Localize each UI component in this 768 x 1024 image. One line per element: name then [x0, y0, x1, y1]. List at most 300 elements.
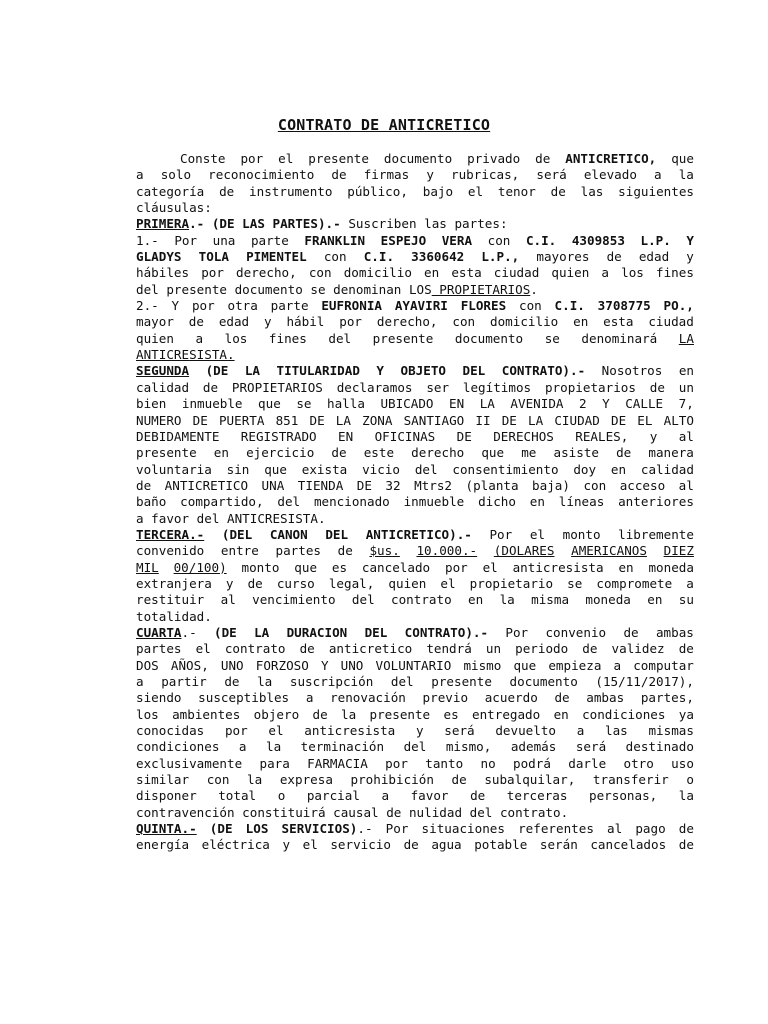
word: DIEZ: [663, 543, 694, 559]
word: serán: [539, 837, 578, 853]
text-line: [136, 331, 694, 347]
word: potable: [474, 837, 528, 853]
word: elevado: [583, 167, 637, 183]
word: LA: [335, 412, 351, 428]
word: presente: [431, 674, 492, 689]
text-line: [136, 363, 694, 379]
word: UBICADO: [380, 396, 434, 412]
word: entregado: [471, 706, 541, 722]
word: en: [529, 494, 545, 510]
word: la: [340, 706, 357, 722]
word: del: [414, 461, 438, 477]
word: propietarios: [544, 379, 636, 395]
text-line: [136, 462, 694, 478]
word: Por: [505, 624, 529, 640]
word: derecho: [411, 445, 465, 461]
word: con: [487, 232, 511, 248]
word: LA: [479, 396, 495, 412]
word: el: [467, 183, 484, 199]
word: el: [278, 151, 294, 166]
word: eléctrica: [201, 837, 270, 853]
word: 10.000.-: [416, 543, 478, 559]
word: C.I.: [554, 298, 585, 314]
word: partes,: [640, 690, 694, 706]
word: por: [201, 265, 224, 281]
word: a: [381, 788, 390, 804]
word: reconocimiento: [208, 167, 315, 183]
word: CANON: [269, 526, 308, 542]
word: DE: [501, 412, 517, 428]
word: GLADYS: [136, 249, 182, 265]
word: Y: [602, 396, 610, 412]
word: FARMACIA: [307, 755, 368, 771]
word: partir: [161, 674, 207, 689]
word: siendo: [136, 690, 182, 706]
word: a: [305, 690, 314, 706]
word: UNO: [340, 657, 364, 673]
word: de: [678, 641, 694, 657]
word: tanto: [425, 755, 464, 771]
word: ya: [678, 706, 694, 722]
word: L.P.,: [481, 249, 520, 265]
word: 3708775: [597, 298, 651, 314]
word: mismo: [463, 657, 502, 673]
text-line: [136, 756, 694, 772]
word: condiciones: [582, 706, 666, 722]
word: disponer: [136, 788, 197, 804]
word: restituir: [136, 592, 205, 608]
word: CONTRATO).-: [404, 624, 489, 640]
contract-body: [136, 151, 694, 854]
word: en: [553, 706, 569, 722]
word: manera: [648, 445, 694, 461]
word: tenor: [497, 183, 536, 199]
word: sin: [226, 461, 250, 477]
word: las: [605, 723, 628, 739]
word: convenido: [136, 543, 205, 559]
word: (planta: [465, 477, 519, 493]
word: 851: [275, 412, 299, 428]
word: uso: [671, 755, 694, 771]
word: ambas: [655, 624, 694, 640]
word: por: [191, 298, 215, 314]
word: líneas: [558, 494, 605, 510]
word: EN: [338, 428, 354, 444]
word: OBJETO: [400, 363, 446, 379]
word: y: [264, 314, 272, 330]
word: un: [678, 379, 694, 395]
word: 4309853: [571, 232, 625, 248]
word: de: [535, 151, 551, 166]
word: legal,: [328, 575, 375, 591]
word: a: [654, 167, 662, 183]
word: ciudad: [493, 265, 540, 281]
word: Y: [320, 657, 329, 673]
word: CUARTA.-: [136, 624, 197, 640]
text-segment: cláusulas:: [136, 200, 212, 216]
word: se: [567, 575, 583, 591]
word: el: [268, 723, 284, 739]
word: será: [575, 739, 607, 755]
word: por: [224, 723, 248, 739]
word: de: [678, 821, 694, 837]
word: y: [649, 428, 658, 444]
word: por: [444, 559, 468, 575]
word: contrato: [224, 641, 286, 657]
word: baño: [136, 494, 167, 510]
word: de: [554, 690, 570, 706]
word: con: [518, 298, 542, 314]
text-line: [136, 821, 694, 837]
word: de: [337, 543, 353, 559]
word: un: [485, 641, 502, 657]
word: 2: [579, 396, 587, 412]
word: consentimiento: [452, 461, 559, 477]
word: me: [521, 445, 537, 461]
word: UNA: [261, 477, 285, 493]
text-line: [136, 151, 694, 167]
word: legítimos: [462, 379, 532, 395]
word: TITULARIDAD: [276, 363, 360, 379]
word: para: [259, 755, 290, 771]
word: o: [277, 788, 286, 804]
word: (DE: [214, 624, 237, 640]
word: fines: [655, 265, 694, 281]
word: a: [686, 575, 694, 591]
word: partes: [136, 641, 182, 657]
word: fines: [268, 330, 307, 346]
word: TERCERA.-: [136, 526, 205, 542]
word: a: [576, 723, 585, 739]
word: agua: [431, 837, 462, 853]
word: periodo: [515, 641, 569, 657]
word: PO.,: [663, 298, 694, 314]
word: (DE: [205, 363, 229, 379]
word: que: [258, 396, 281, 412]
word: instrumento: [249, 183, 333, 199]
word: EUFRONIA: [321, 298, 383, 314]
word: REGISTRADO: [240, 428, 317, 444]
word: DE: [610, 412, 627, 428]
word: 7,: [678, 396, 694, 412]
text-line: [136, 445, 694, 461]
word: el: [302, 837, 318, 853]
text-line: [136, 707, 694, 723]
word: Y: [171, 298, 180, 314]
word: quien: [551, 265, 590, 281]
word: mismo,: [445, 739, 492, 755]
word: DE: [309, 412, 325, 428]
word: del: [328, 330, 352, 346]
word: a: [136, 674, 144, 689]
word: Y: [686, 232, 694, 248]
word: 1.-: [136, 232, 159, 248]
word: inmueble: [181, 396, 243, 412]
word: en: [610, 461, 627, 477]
word: pago: [635, 821, 666, 837]
word: presente: [136, 445, 197, 461]
word: propietario: [469, 575, 554, 591]
word: halla: [327, 396, 365, 412]
word: denominará: [581, 330, 658, 346]
word: de: [224, 674, 240, 689]
word: ZONA: [362, 412, 393, 428]
word: del: [351, 592, 375, 608]
word: total: [218, 788, 257, 804]
text-segment: contravención constituirá causal de nulidad del contrato.: [136, 804, 569, 820]
word: ANTICRETICO).-: [365, 526, 472, 542]
word: de: [470, 788, 486, 804]
word: AVENIDA: [510, 396, 564, 412]
word: inmueble: [403, 494, 465, 510]
word: esta: [603, 314, 634, 330]
text-line: [136, 723, 694, 739]
word: presente: [308, 151, 369, 166]
word: que: [671, 151, 694, 166]
word: al: [220, 592, 236, 608]
word: LA: [528, 412, 544, 428]
text-segment: del presente documento se denominan LOS: [136, 281, 432, 297]
word: declaramos: [336, 379, 413, 395]
word: edad: [638, 249, 670, 265]
word: hábil: [286, 314, 325, 330]
word: categoría: [136, 183, 205, 199]
word: Por: [174, 232, 198, 248]
word: a: [613, 657, 622, 673]
word: de: [451, 772, 467, 788]
word: Mtrs2: [414, 477, 452, 493]
text-line: [136, 184, 694, 200]
word: al: [607, 821, 623, 837]
word: privado: [467, 151, 521, 166]
word: 2.-: [136, 298, 159, 314]
word: de: [582, 641, 598, 657]
word: este: [363, 445, 395, 461]
word: ser: [426, 379, 450, 395]
word: las: [580, 183, 604, 199]
text-line: [136, 249, 694, 265]
text-segment: PROPIETARIOS: [431, 281, 531, 297]
word: moneda: [648, 559, 694, 575]
word: FRANKLIN: [304, 232, 366, 248]
text-line: [136, 413, 694, 429]
word: con: [583, 477, 607, 493]
word: AYAVIRI: [394, 298, 448, 314]
word: exista: [301, 461, 348, 477]
word: que: [264, 461, 287, 477]
word: empieza: [548, 657, 602, 673]
word: baja): [532, 477, 570, 493]
word: servicio: [330, 837, 392, 853]
word: será: [536, 167, 567, 183]
text-segment: totalidad.: [136, 608, 212, 624]
text-segment: .- (DE LAS PARTES).-: [189, 216, 341, 232]
word: el: [529, 526, 545, 542]
word: rubricas,: [451, 167, 520, 183]
word: parte: [250, 232, 289, 248]
text-line: [136, 658, 694, 674]
word: ambientes: [172, 706, 241, 722]
text-line: [136, 200, 694, 216]
text-line: [136, 674, 694, 690]
word: prohibición: [350, 772, 434, 788]
word: C.I.: [363, 249, 395, 265]
word: DEL: [462, 363, 486, 379]
text-line: [136, 592, 694, 608]
word: condiciones: [136, 739, 220, 755]
word: OFICINAS: [374, 428, 436, 444]
word: ALTO: [663, 412, 694, 428]
word: de: [550, 183, 566, 199]
word: siguientes: [618, 183, 694, 199]
word: el: [440, 575, 456, 591]
text-line: [136, 167, 694, 183]
word: ESPEJO: [380, 232, 427, 248]
word: AÑOS,: [170, 657, 209, 673]
word: transferir: [592, 772, 669, 788]
word: de: [331, 167, 347, 183]
word: LA: [678, 330, 694, 346]
word: monto: [241, 559, 280, 575]
word: DE: [356, 477, 372, 493]
word: cancelados: [590, 837, 667, 853]
word: ANTICRETICO: [164, 477, 249, 493]
text-line: [136, 560, 694, 576]
word: conocidas: [136, 723, 205, 739]
word: de: [331, 445, 347, 461]
word: en: [424, 265, 440, 281]
word: o: [686, 772, 694, 788]
text-line: [136, 396, 694, 412]
word: VOLUNTARIO: [375, 657, 452, 673]
word: de: [188, 314, 204, 330]
word: documento: [454, 330, 524, 346]
word: validez: [611, 641, 665, 657]
word: de: [403, 837, 419, 853]
word: (DOLARES: [493, 543, 555, 559]
word: PROPIETARIOS: [231, 379, 323, 395]
word: anticresista: [304, 723, 396, 739]
word: en: [618, 559, 634, 575]
word: LOS: [245, 821, 269, 837]
word: y: [426, 167, 434, 183]
word: de: [606, 249, 622, 265]
word: la: [257, 674, 273, 689]
word: Conste: [180, 151, 226, 166]
word: los: [136, 706, 159, 722]
word: que: [294, 559, 318, 575]
word: terceras: [506, 788, 568, 804]
word: subalquilar,: [484, 772, 576, 788]
word: DURACION: [286, 624, 348, 640]
word: compartido,: [180, 494, 264, 510]
word: PIMENTEL: [246, 249, 307, 265]
word: parcial: [306, 788, 360, 804]
word: cancelado: [361, 559, 431, 575]
word: VERA: [441, 232, 473, 248]
text-line: [136, 494, 694, 510]
word: con: [323, 249, 347, 265]
word: ambas: [586, 690, 625, 706]
text-line: [136, 511, 694, 527]
word: y: [282, 837, 291, 853]
word: favor: [410, 788, 449, 804]
word: otro: [623, 755, 654, 771]
text-line: [136, 314, 694, 330]
word: anticresista: [512, 559, 604, 575]
word: FORZOSO: [255, 657, 309, 673]
word: Por: [489, 526, 513, 542]
word: 3360642: [411, 249, 465, 265]
word: con: [308, 265, 332, 281]
word: al: [678, 428, 694, 444]
word: firmas: [363, 167, 410, 183]
word: con: [206, 772, 230, 788]
text-segment: .: [530, 281, 538, 297]
word: Por: [385, 821, 409, 837]
word: susceptibles: [198, 690, 290, 706]
word: domicilio: [490, 314, 559, 330]
text-line: [136, 265, 694, 281]
word: PUERTA: [218, 412, 265, 428]
word: una: [212, 232, 236, 248]
word: QUINTA.-: [136, 821, 197, 837]
word: otra: [227, 298, 258, 314]
word: compromete: [596, 575, 673, 591]
word: el: [482, 559, 498, 575]
word: MIL: [136, 559, 159, 575]
word: es: [331, 559, 348, 575]
word: en: [678, 363, 694, 379]
word: UNO: [220, 657, 244, 673]
word: la: [247, 772, 263, 788]
word: los: [621, 265, 644, 281]
word: contrato: [391, 592, 452, 608]
word: CALLE: [625, 396, 664, 412]
text-line: [136, 690, 694, 706]
word: bien: [136, 396, 167, 412]
word: quien: [136, 330, 174, 346]
word: de: [616, 445, 632, 461]
word: situaciones: [421, 821, 505, 837]
word: Nosotros: [601, 363, 663, 379]
word: documento: [509, 674, 578, 689]
word: del: [403, 739, 427, 755]
text-line: [136, 347, 694, 363]
word: de: [299, 641, 315, 657]
word: anticretico: [328, 641, 413, 657]
word: entre: [220, 543, 259, 559]
text-line: [136, 298, 694, 314]
word: DOS: [136, 657, 159, 673]
word: objero: [253, 706, 300, 722]
word: TOLA: [198, 249, 229, 265]
word: renovación: [330, 690, 406, 706]
word: de: [136, 477, 152, 493]
word: misma: [531, 592, 570, 608]
word: libremente: [618, 526, 694, 542]
word: mismas: [648, 723, 694, 739]
word: similar: [136, 772, 190, 788]
word: mayores: [536, 249, 590, 265]
word: NUMERO: [136, 412, 182, 428]
word: la: [499, 592, 515, 608]
word: asiste: [553, 445, 599, 461]
text-segment: ANTICRESISTA.: [136, 347, 235, 363]
word: referentes: [518, 821, 594, 837]
word: en: [468, 592, 484, 608]
word: que: [513, 657, 537, 673]
